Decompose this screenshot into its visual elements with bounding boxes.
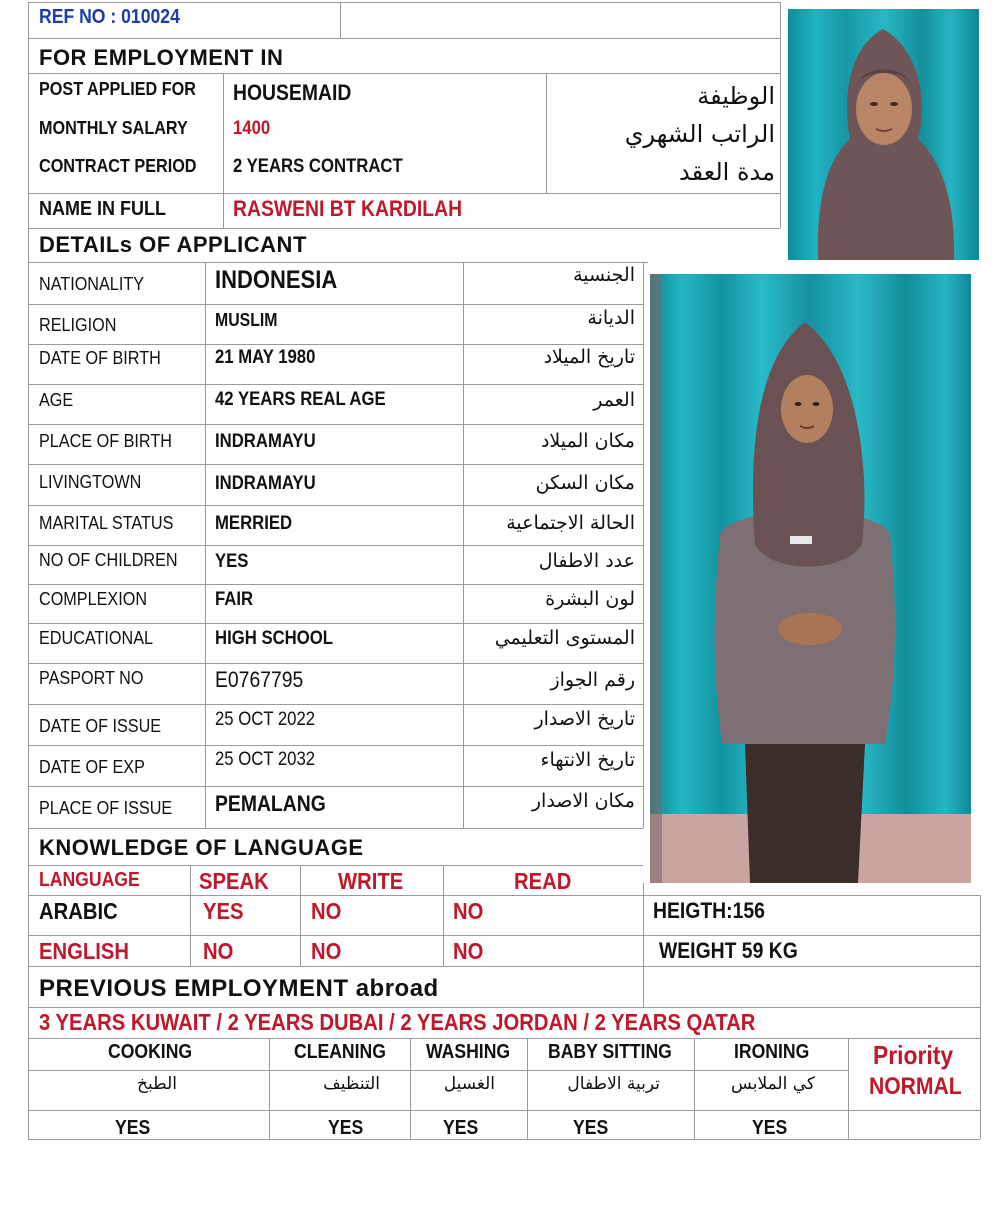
- detail-label-ar: مكان السكن: [535, 472, 635, 494]
- detail-value: INDONESIA: [215, 266, 338, 294]
- salary-label-ar: الراتب الشهري: [624, 120, 775, 148]
- detail-label-ar: الحالة الاجتماعية: [506, 512, 635, 534]
- detail-label: NATIONALITY: [39, 274, 145, 294]
- details-title: DETAILs OF APPLICANT: [39, 232, 307, 257]
- language-speak: NO: [203, 938, 234, 964]
- full-body-photo: [650, 274, 971, 883]
- priority-label: Priority: [873, 1040, 954, 1070]
- detail-label: EDUCATIONAL: [39, 628, 154, 648]
- detail-label: RELIGION: [39, 315, 117, 335]
- detail-label-ar: تاريخ الانتهاء: [540, 749, 635, 771]
- name-value: RASWENI BT KARDILAH: [233, 196, 463, 221]
- contract-value: 2 YEARS CONTRACT: [233, 156, 403, 177]
- language-name: ENGLISH: [39, 938, 129, 964]
- skill-cooking-label: COOKING: [108, 1041, 193, 1063]
- detail-value: YES: [215, 551, 249, 572]
- post-label: POST APPLIED FOR: [39, 79, 196, 99]
- detail-label: AGE: [39, 390, 74, 410]
- language-header-speak: SPEAK: [199, 868, 269, 894]
- skill-ironing-value: YES: [752, 1117, 788, 1139]
- detail-label: PASPORT NO: [39, 668, 144, 688]
- language-write: NO: [311, 938, 342, 964]
- language-read: NO: [453, 898, 484, 924]
- previous-employment-title: PREVIOUS EMPLOYMENT abroad: [39, 975, 439, 1002]
- skill-washing-label-ar: الغسيل: [443, 1074, 495, 1094]
- contract-label-ar: مدة العقد: [679, 158, 775, 186]
- priority-value: NORMAL: [869, 1073, 962, 1100]
- height-value: HEIGTH:156: [653, 898, 765, 923]
- detail-label-ar: تاريخ الميلاد: [543, 346, 635, 368]
- skill-washing-value: YES: [443, 1117, 479, 1139]
- full-body-photo-image: [650, 274, 971, 883]
- language-name: ARABIC: [39, 898, 118, 924]
- skill-cleaning-value: YES: [328, 1117, 364, 1139]
- skill-washing-label: WASHING: [426, 1041, 511, 1063]
- detail-label: LIVINGTOWN: [39, 472, 142, 492]
- detail-value: 42 YEARS REAL AGE: [215, 389, 386, 410]
- post-label-ar: الوظيفة: [697, 82, 775, 110]
- detail-label-ar: الجنسية: [573, 264, 635, 286]
- detail-label: DATE OF EXP: [39, 757, 145, 777]
- detail-value: 25 OCT 2022: [215, 709, 316, 730]
- detail-label: COMPLEXION: [39, 589, 148, 609]
- language-header-read: READ: [514, 868, 572, 894]
- detail-value: E0767795: [215, 667, 304, 692]
- skill-baby-sitting-label: BABY SITTING: [548, 1041, 672, 1063]
- detail-label-ar: العمر: [593, 389, 635, 411]
- detail-label-ar: الديانة: [587, 307, 635, 329]
- skill-cooking-label-ar: الطبخ: [137, 1074, 177, 1094]
- detail-label: DATE OF BIRTH: [39, 348, 161, 368]
- detail-value: 21 MAY 1980: [215, 347, 316, 368]
- skill-baby-sitting-value: YES: [573, 1117, 609, 1139]
- language-title: KNOWLEDGE OF LANGUAGE: [39, 835, 364, 860]
- detail-value: PEMALANG: [215, 791, 326, 816]
- detail-label: PLACE OF BIRTH: [39, 431, 172, 451]
- detail-label-ar: مكان الاصدار: [531, 790, 635, 812]
- language-speak: YES: [203, 898, 244, 924]
- detail-label-ar: مكان الميلاد: [540, 430, 635, 452]
- detail-value: INDRAMAYU: [215, 473, 316, 494]
- skill-ironing-label: IRONING: [734, 1041, 810, 1063]
- weight-value: WEIGHT 59 KG: [659, 938, 798, 963]
- detail-label: PLACE OF ISSUE: [39, 798, 173, 818]
- previous-employment-summary: 3 YEARS KUWAIT / 2 YEARS DUBAI / 2 YEARS JORDAN / 2 YEARS QATAR: [39, 1009, 756, 1035]
- contract-label: CONTRACT PERIOD: [39, 156, 197, 176]
- salary-label: MONTHLY SALARY: [39, 118, 188, 138]
- detail-value: HIGH SCHOOL: [215, 628, 333, 649]
- detail-label-ar: تاريخ الاصدار: [534, 708, 635, 730]
- detail-label-ar: لون البشرة: [545, 588, 635, 610]
- detail-value: INDRAMAYU: [215, 431, 316, 452]
- detail-value: MERRIED: [215, 513, 293, 534]
- passport-photo: [788, 9, 979, 260]
- detail-value: FAIR: [215, 589, 254, 610]
- skill-cleaning-label-ar: التنظيف: [323, 1074, 380, 1094]
- skill-baby-sitting-label-ar: تربية الاطفال: [567, 1074, 660, 1094]
- language-header-language: LANGUAGE: [39, 869, 140, 891]
- skill-ironing-label-ar: كي الملابس: [731, 1074, 815, 1094]
- language-write: NO: [311, 898, 342, 924]
- detail-value: MUSLIM: [215, 310, 278, 330]
- skill-cooking-value: YES: [115, 1117, 151, 1139]
- detail-label-ar: عدد الاطفال: [538, 550, 635, 572]
- name-label: NAME IN FULL: [39, 198, 166, 220]
- passport-photo-image: [788, 9, 979, 260]
- detail-label: DATE OF ISSUE: [39, 716, 162, 736]
- detail-label-ar: المستوى التعليمي: [494, 627, 635, 649]
- detail-label: NO OF CHILDREN: [39, 550, 178, 570]
- language-header-write: WRITE: [338, 868, 404, 894]
- detail-label-ar: رقم الجواز: [550, 669, 635, 691]
- salary-value: 1400: [233, 118, 271, 139]
- post-value: HOUSEMAID: [233, 80, 352, 105]
- ref-number: REF NO : 010024: [39, 6, 180, 28]
- skill-cleaning-label: CLEANING: [294, 1041, 386, 1063]
- language-read: NO: [453, 938, 484, 964]
- detail-value: 25 OCT 2032: [215, 749, 316, 770]
- detail-label: MARITAL STATUS: [39, 513, 174, 533]
- employment-title: FOR EMPLOYMENT IN: [39, 45, 284, 70]
